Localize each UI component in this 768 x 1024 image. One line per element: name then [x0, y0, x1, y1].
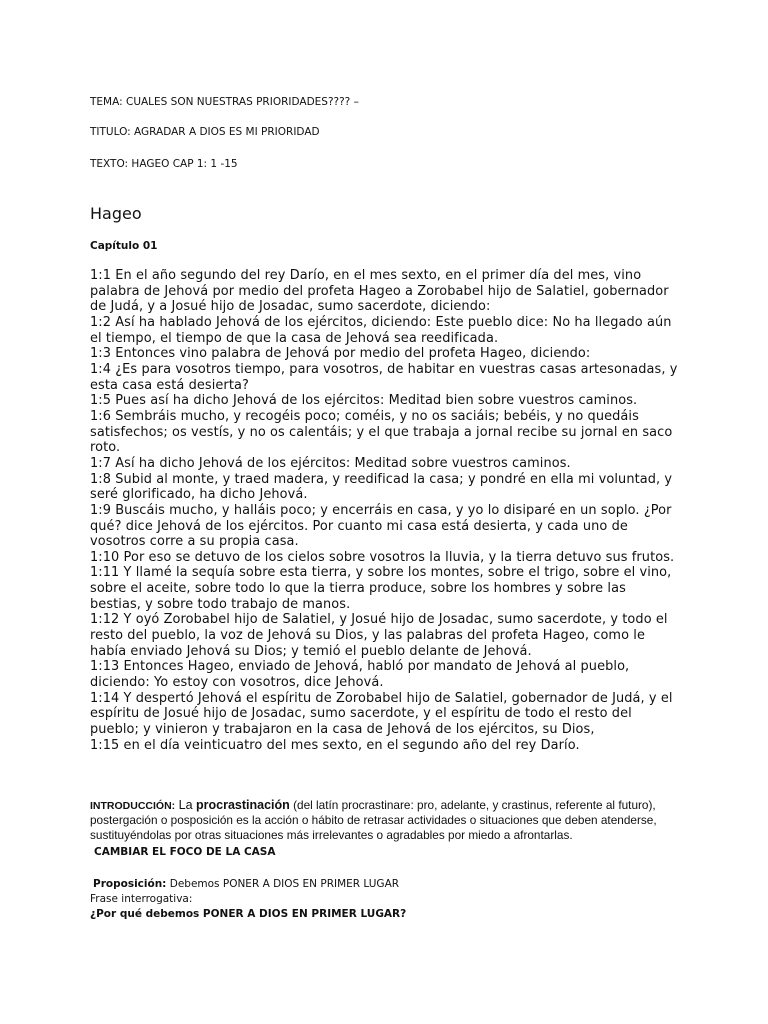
verse-1-11: 1:11 Y llamé la sequía sobre esta tierra, y sobre los montes, sobre el trigo, sobre el vino, sobre el aceite, sobre todo lo que la tierra produce, sobre los hombres y sobre las bestias, y sobre todo trabajo de manos. — [90, 565, 672, 612]
intro-label: INTRODUCCIÓN: — [90, 800, 176, 812]
texto-line: TEXTO: HAGEO CAP 1: 1 -15 — [90, 158, 238, 170]
proposition-line — [93, 878, 399, 890]
verse-1-15: 1:15 en el día veinticuatro del mes sexto, en el segundo año del rey Darío. — [90, 737, 580, 753]
verse-1-4: 1:4 ¿Es para vosotros tiempo, para vosotros, de habitar en vuestras casas artesonadas, y esta casa está desierta? — [90, 361, 678, 393]
chapter-label: Capítulo 01 — [90, 240, 158, 252]
tema-line: TEMA: CUALES SON NUESTRAS PRIORIDADES???? – — [90, 96, 359, 108]
verse-1-12: 1:12 Y oyó Zorobabel hijo de Salatiel, y Josué hijo de Josadac, sumo sacerdote, y todo el resto del pueblo, la voz de Jehová su Dios, y las palabras del profeta Hageo, como le había enviado Jehová su Dios; y temió el pueblo delante de Jehová. — [90, 612, 668, 659]
verse-1-7: 1:7 Así ha dicho Jehová de los ejércitos: Meditad sobre vuestros caminos. — [90, 455, 571, 471]
proposition-text: Debemos PONER A DIOS EN PRIMER LUGAR — [166, 878, 400, 890]
intro-la: La — [175, 798, 197, 812]
guiding-question: ¿Por qué debemos PONER A DIOS EN PRIMER LUGAR? — [90, 908, 407, 920]
frase-interrogativa-label: Frase interrogativa: — [90, 893, 193, 905]
verse-1-1: 1:1 En el año segundo del rey Darío, en el mes sexto, en el primer día del mes, vino palabra de Jehová por medio del profeta Hageo a Zorobabel hijo de Salatiel, gobernador de Judá, y a Josué hijo de Josadac, sumo sacerdote, diciendo: — [90, 268, 669, 315]
book-title: Hageo — [90, 204, 142, 223]
verse-1-14: 1:14 Y despertó Jehová el espíritu de Zorobabel hijo de Salatiel, gobernador de Judá, y el espíritu de Josué hijo de Josadac, sumo sacerdote, y el espíritu de todo el resto del pueblo; y vinieron y trabajaron en la casa de Jehová de los ejércitos, su Dios, — [90, 690, 673, 738]
verse-1-2: 1:2 Así ha hablado Jehová de los ejércitos, diciendo: Este pueblo dice: No ha llegado aún el tiempo, el tiempo de que la casa de Jehová sea reedificada. — [90, 314, 672, 346]
verse-1-3: 1:3 Entonces vino palabra de Jehová por medio del profeta Hageo, diciendo: — [90, 346, 591, 362]
introduction-paragraph — [90, 798, 680, 843]
focus-heading: CAMBIAR EL FOCO DE LA CASA — [94, 846, 276, 858]
intro-definition: (del latín procrastinare: pro, adelante, y crastinus, referente al futuro), postergación o posposición es la acción o hábito de retrasar actividades o situaciones que deben atenderse, sustituyéndolas por otras situaciones más irrelevantes o agradables por miedo a afrontarlas. — [90, 798, 657, 842]
intro-term: procrastinación — [196, 798, 290, 812]
verse-1-10: 1:10 Por eso se detuvo de los cielos sobre vosotros la lluvia, y la tierra detuvo sus frutos. — [90, 549, 675, 565]
verse-1-8: 1:8 Subid al monte, y traed madera, y reedificad la casa; y pondré en ella mi voluntad, y seré glorificado, ha dicho Jehová. — [90, 471, 673, 503]
titulo-line: TITULO: AGRADAR A DIOS ES MI PRIORIDAD — [90, 126, 320, 138]
verse-1-9: 1:9 Buscáis mucho, y halláis poco; y encerráis en casa, y yo lo disiparé en un soplo. ¿Por qué? dice Jehová de los ejércitos. Por cuanto mi casa está desierta, y cada uno de vosotros corre a su propia casa. — [90, 502, 672, 550]
verse-1-5: 1:5 Pues así ha dicho Jehová de los ejércitos: Meditad bien sobre vuestros caminos. — [90, 393, 638, 409]
verse-1-13: 1:13 Entonces Hageo, enviado de Jehová, habló por mandato de Jehová al pueblo, diciendo: Yo estoy con vosotros, dice Jehová. — [90, 659, 630, 691]
verse-1-6: 1:6 Sembráis mucho, y recogéis poco; coméis, y no os saciáis; bebéis, y no quedáis satisfechos; os vestís, y no os calentáis; y el que trabaja a jornal recibe su jornal en saco roto. — [90, 408, 673, 456]
verse-list — [90, 268, 680, 753]
proposition-label: Proposición: — [93, 878, 167, 890]
